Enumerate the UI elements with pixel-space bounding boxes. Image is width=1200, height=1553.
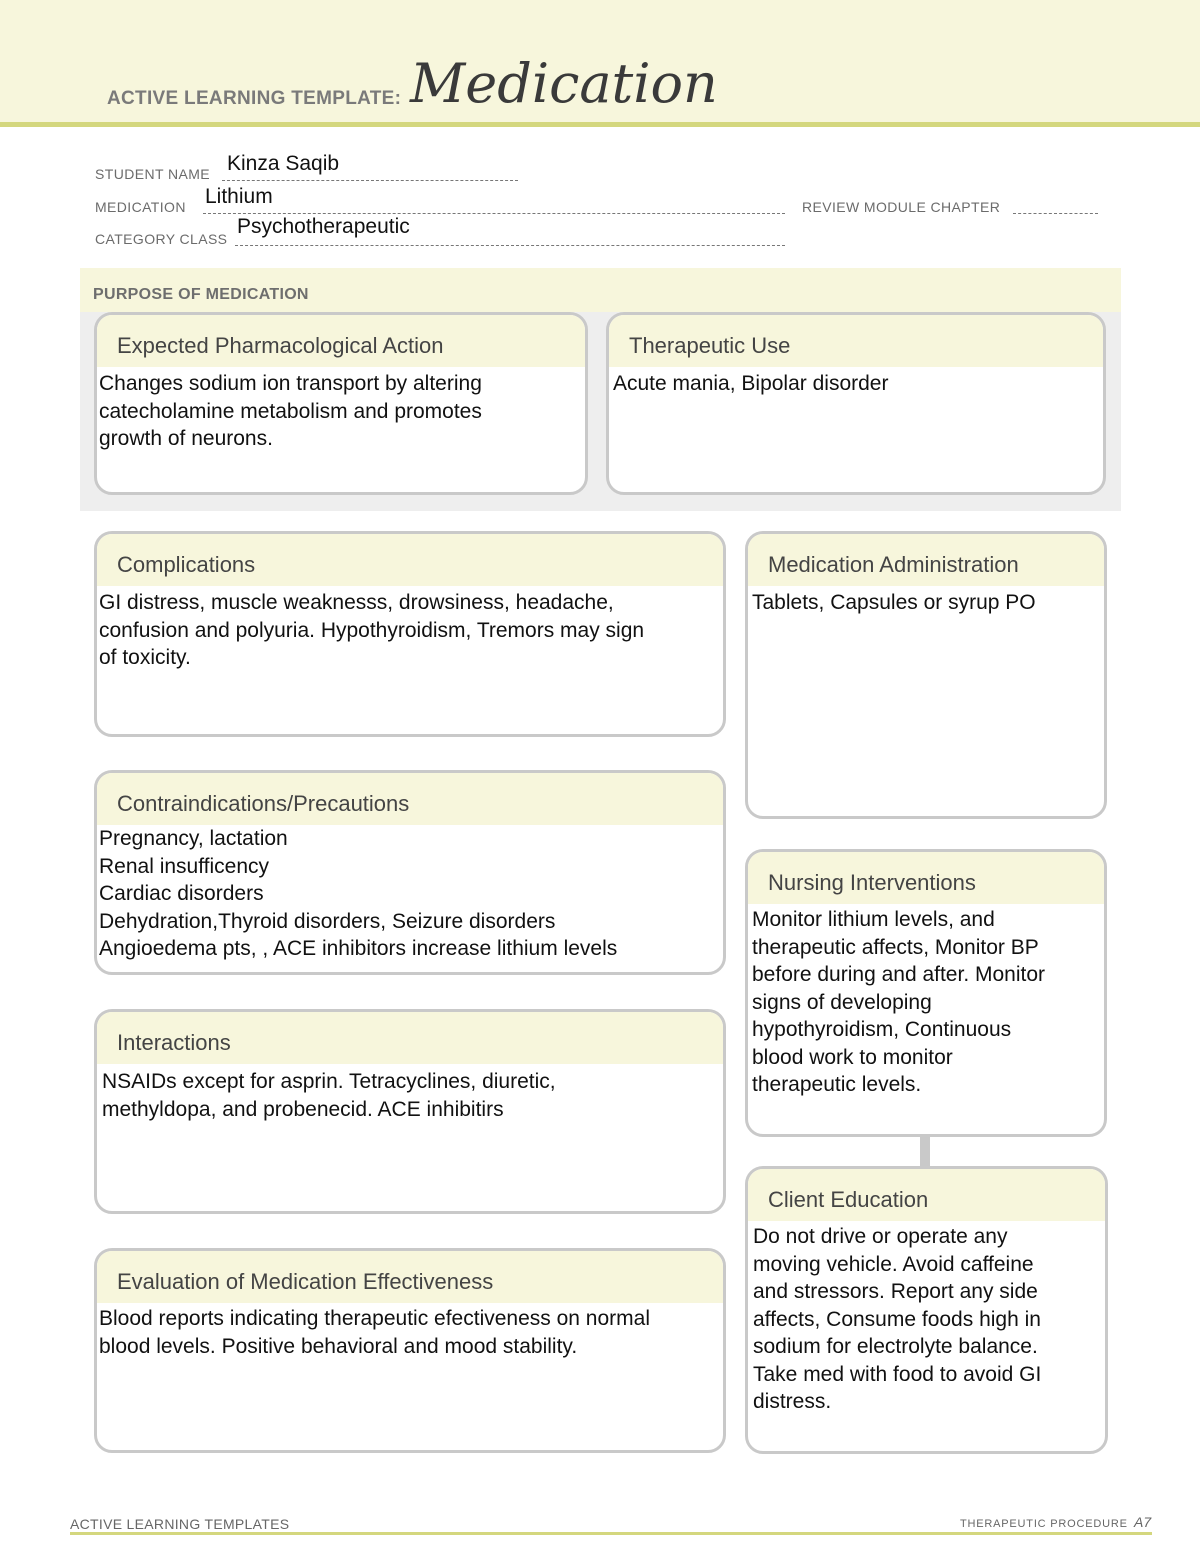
student-name-label: STUDENT NAME [95, 166, 210, 182]
therapeutic-use-title: Therapeutic Use [609, 315, 1103, 367]
category-line [235, 245, 785, 246]
contraindications-text[interactable] [97, 825, 723, 963]
text-line: confusion and polyuria. Hypothyroidism, Tremors may sign [99, 618, 645, 642]
interactions-box [94, 1009, 726, 1214]
text-line: Changes sodium ion transport by altering [99, 372, 482, 395]
text-line: distress. [753, 1390, 832, 1413]
text-line: hypothyroidism, Continuous [752, 1018, 1012, 1041]
nursing-interventions-box [745, 849, 1107, 1137]
medication-label: MEDICATION [95, 199, 186, 215]
text-line: Pregnancy, lactation [99, 827, 288, 850]
text-line: affects, Consume foods high in [753, 1307, 1041, 1331]
medication-field[interactable]: Lithium [205, 185, 273, 208]
evaluation-title: Evaluation of Medication Effectiveness [97, 1251, 723, 1303]
review-module-label: REVIEW MODULE CHAPTER [802, 199, 1001, 215]
complications-box [94, 531, 726, 737]
header-rule [0, 122, 1200, 127]
box-connector [920, 1135, 930, 1167]
text-line: Blood reports indicating therapeutic efectiveness on normal [99, 1307, 650, 1330]
text-line: Tablets, Capsules or syrup PO [752, 591, 1036, 614]
expected-action-box [94, 312, 588, 495]
category-field[interactable]: Psychotherapeutic [237, 215, 410, 238]
contraindications-box [94, 770, 726, 975]
text-line: Cardiac disorders [99, 882, 264, 905]
therapeutic-use-box [606, 312, 1106, 495]
student-name-field[interactable]: Kinza Saqib [227, 152, 340, 175]
text-line: moving vehicle. Avoid caffeine [753, 1252, 1034, 1276]
text-line: catecholamine metabolism and promotes [99, 399, 482, 423]
nursing-interventions-text[interactable] [748, 904, 1104, 1099]
text-line: sodium for electrolyte balance. [753, 1335, 1038, 1358]
administration-text[interactable] [748, 586, 1104, 617]
text-line: Angioedema pts, , ACE inhibitors increase lithium levels [99, 937, 618, 960]
text-line: Dehydration,Thyroid disorders, Seizure disorders [99, 909, 556, 933]
interactions-text[interactable] [97, 1064, 723, 1123]
text-line: Acute mania, Bipolar disorder [613, 372, 889, 395]
text-line: therapeutic levels. [752, 1073, 922, 1096]
nursing-interventions-title: Nursing Interventions [748, 852, 1104, 904]
text-line: blood levels. Positive behavioral and mood stability. [99, 1334, 578, 1358]
medication-line [203, 213, 785, 214]
text-line: Renal insufficency [99, 854, 270, 878]
contraindications-title: Contraindications/Precautions [97, 773, 723, 825]
footer-rule [70, 1532, 1152, 1535]
page-title: Medication [410, 52, 718, 115]
text-line: growth of neurons. [99, 427, 273, 450]
complications-title: Complications [97, 534, 723, 586]
expected-action-text[interactable] [97, 367, 585, 453]
text-line: Monitor lithium levels, and [752, 908, 995, 931]
expected-action-title: Expected Pharmacological Action [97, 315, 585, 367]
footer-left: ACTIVE LEARNING TEMPLATES [70, 1516, 290, 1532]
evaluation-box [94, 1248, 726, 1453]
text-line: blood work to monitor [752, 1045, 953, 1069]
therapeutic-use-text[interactable] [609, 367, 1103, 398]
client-education-title: Client Education [748, 1169, 1105, 1221]
complications-text[interactable] [97, 586, 723, 672]
text-line: and stressors. Report any side [753, 1280, 1038, 1303]
purpose-label: PURPOSE OF MEDICATION [93, 286, 309, 303]
text-line: therapeutic affects, Monitor BP [752, 935, 1039, 959]
text-line: before during and after. Monitor [752, 963, 1046, 986]
client-education-text[interactable] [748, 1221, 1105, 1416]
administration-box [745, 531, 1107, 819]
text-line: signs of developing [752, 990, 932, 1014]
page-number: A7 [1134, 1514, 1152, 1530]
evaluation-text[interactable] [97, 1303, 723, 1360]
category-label: CATEGORY CLASS [95, 231, 228, 247]
text-line: Take med with food to avoid GI [753, 1362, 1042, 1386]
interactions-title: Interactions [97, 1012, 723, 1064]
template-label: ACTIVE LEARNING TEMPLATE: [107, 88, 402, 109]
administration-title: Medication Administration [748, 534, 1104, 586]
footer-right: THERAPEUTIC PROCEDURE [960, 1518, 1128, 1530]
review-module-line [1013, 213, 1098, 214]
text-line: of toxicity. [99, 646, 191, 669]
client-education-box [745, 1166, 1108, 1454]
text-line: methyldopa, and probenecid. ACE inhibitirs [102, 1097, 504, 1121]
text-line: GI distress, muscle weaknesss, drowsiness, headache, [99, 591, 614, 614]
text-line: NSAIDs except for asprin. Tetracyclines, diuretic, [102, 1070, 556, 1093]
text-line: Do not drive or operate any [753, 1225, 1008, 1248]
student-name-line [222, 180, 518, 181]
